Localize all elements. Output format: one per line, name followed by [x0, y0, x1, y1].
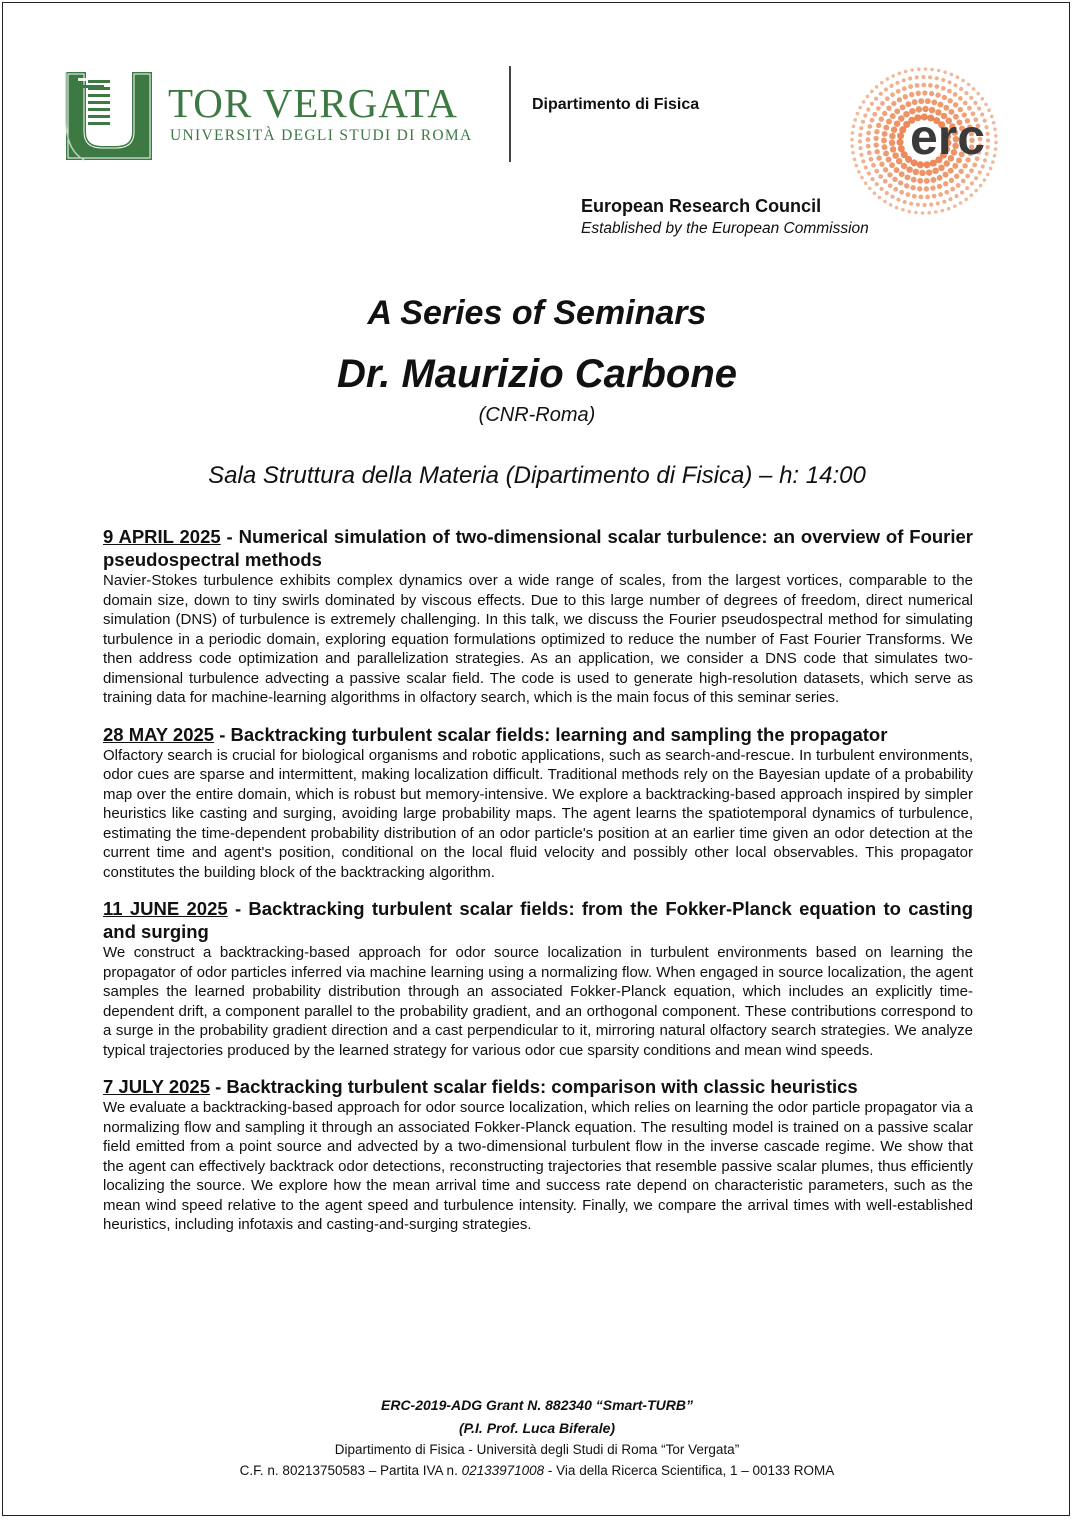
erc-logo-dot [886, 119, 892, 125]
erc-logo-dot [888, 183, 893, 188]
seminar-heading [103, 723, 973, 746]
erc-logo-dot [967, 83, 971, 87]
university-name: TOR VERGATA [168, 80, 458, 126]
erc-logo-dot [985, 152, 989, 156]
erc-logo-dot [963, 101, 968, 106]
erc-logo-dot [919, 195, 924, 200]
erc-logo-dot [961, 179, 966, 184]
erc-logo-dot [878, 174, 883, 179]
erc-logo-dot [885, 191, 889, 195]
erc-logo-dot [867, 171, 871, 175]
erc-logo-dot [897, 97, 902, 102]
erc-logo-dot [876, 155, 881, 160]
erc-logo-dot [987, 108, 991, 112]
erc-logo-dot [970, 181, 974, 185]
erc-logo-dot [867, 150, 872, 155]
erc-logo-dot [905, 174, 911, 180]
erc-logo-dot [873, 136, 878, 141]
seminar-item [103, 525, 973, 708]
footer-cf: C.F. n. 80213750583 – Partita IVA n. [239, 1463, 462, 1478]
erc-logo-dot [889, 140, 895, 146]
erc-logo-dot [858, 106, 862, 110]
erc-logo-dot [938, 102, 944, 108]
erc-logo-dot [956, 183, 961, 188]
erc-logo-dot [892, 177, 897, 182]
erc-logo-dot [917, 186, 922, 191]
erc-logo-dot [954, 174, 959, 179]
erc-logo-dot [936, 201, 940, 205]
erc-logo-dot [870, 177, 874, 181]
erc-logo-dot [954, 194, 958, 198]
erc-logo-dot [906, 192, 911, 197]
erc-logo-dot [921, 83, 926, 88]
erc-logo-dot [897, 132, 904, 139]
erc-logo-dot [883, 200, 887, 204]
erc-logo-dot [886, 77, 890, 81]
seminar-item [103, 723, 973, 883]
erc-logo-dot [886, 106, 891, 111]
series-title: A Series of Seminars [367, 294, 707, 332]
erc-logo-dot [874, 129, 879, 134]
erc-logo-dot [890, 195, 894, 199]
erc-logo-dot [904, 70, 908, 74]
erc-logo-dot [965, 174, 970, 179]
erc-logo-dot [881, 138, 887, 144]
erc-logo-dot [942, 95, 947, 100]
erc-logo-dot [866, 137, 871, 142]
erc-logo-dot [981, 97, 985, 101]
erc-logo-dot [908, 76, 912, 80]
erc-logo-dot [932, 168, 938, 174]
erc-logo-dot [874, 142, 879, 147]
erc-logo-dot [928, 75, 932, 79]
erc-logo-dot [870, 102, 874, 106]
footer-address [0, 1463, 1074, 1478]
erc-logo-dot [873, 191, 877, 195]
erc-logo-dot [938, 165, 944, 171]
erc-logo-dot [979, 184, 983, 188]
erc-logo-dot [905, 101, 911, 107]
erc-logo-dot [909, 92, 914, 97]
header-divider [509, 66, 511, 162]
department-name: Dipartimento di Fisica [532, 96, 700, 113]
erc-logo-dot [868, 124, 873, 129]
erc-logo-dot [953, 102, 958, 107]
erc-logo-dot [875, 182, 879, 186]
seminar-item [103, 1075, 973, 1235]
erc-council-name: European Research Council [581, 196, 822, 216]
erc-logo-dot [859, 126, 863, 130]
erc-logo-dot [903, 94, 908, 99]
seminar-heading [103, 897, 973, 943]
erc-logo-dot [903, 200, 907, 204]
erc-logo-dot [903, 111, 909, 117]
erc-logo-dot [961, 79, 965, 83]
erc-logo-dot [924, 67, 928, 71]
erc-logo-dot [876, 106, 881, 111]
erc-logo-dot [870, 118, 875, 123]
erc-logo-dot [930, 185, 935, 190]
erc-logo-dot [964, 198, 968, 202]
erc-logo-dot [856, 112, 860, 116]
erc-logo-dot [929, 91, 934, 96]
footer-vat: 02133971008 [461, 1463, 545, 1478]
erc-logo-dot [925, 98, 931, 104]
erc-logo-dot [915, 83, 920, 88]
erc-logo-dot [959, 201, 963, 205]
erc-logo-dot [883, 167, 888, 172]
erc-logo-dot [912, 99, 918, 105]
erc-logo-dot [896, 198, 900, 202]
seminar-title: - Backtracking turbulent scalar fields: learning and sampling the propagator [214, 723, 888, 745]
seminar-abstract: Olfactory search is crucial for biological organisms and robotic applications, such as search-and-rescue. In turbulent environments, odor cues are sparse and intermittent, making localization difficult. Traditional methods rely on the Bayesian update of a probability map over the entire domain, which is robust but memory-intensive. We explore a backtracking-based approach inspired by simpler heuristics like casting and surging, avoiding large probability maps. The agent learns the spatiotemporal dynamics of turbulence, estimating the time-dependent probability distribution of an odor particle's position at an earlier time given an odor detection at the current time and agent's position, conditional on the local fluid velocity and possibly other local observables. This propagator constitutes the building block of the backtracking algorithm. [103, 746, 973, 881]
erc-logo-dot [915, 75, 919, 79]
erc-logo-dot [880, 187, 884, 191]
erc-logo-dot [851, 151, 855, 155]
erc-logo-dot [898, 180, 903, 185]
erc-logo-icon [846, 66, 1002, 216]
erc-logo-dot [868, 187, 872, 191]
erc-logo-dot [908, 84, 913, 89]
erc-logo-dot [866, 144, 871, 149]
erc-logo-dot [959, 169, 964, 174]
erc-logo-dot [882, 111, 887, 116]
erc-logo-dot [941, 86, 946, 91]
erc-logo-dot [890, 113, 896, 119]
erc-logo-dot [889, 203, 893, 207]
erc-logo-dot [898, 115, 904, 121]
erc-logo-dot [993, 154, 997, 158]
erc-logo-dot [908, 210, 912, 214]
erc-logo-dot [986, 173, 990, 177]
erc-logo-dot [890, 92, 895, 97]
erc-logo-dot [864, 165, 868, 169]
erc-logo-dot [949, 178, 954, 183]
erc-logo-dot [889, 133, 895, 139]
erc-logo-dot [953, 92, 958, 97]
university-subtitle: UNIVERSITÀ DEGLI STUDI DI ROMA [170, 127, 473, 144]
erc-logo-dot [938, 192, 943, 197]
erc-logo-dot [994, 134, 998, 138]
erc-logo-dot [898, 145, 905, 152]
erc-logo-dot [879, 162, 884, 167]
seminar-date: 11 JUNE 2025 [103, 898, 228, 919]
erc-logo-dot [883, 151, 889, 157]
erc-logo-dot [875, 85, 879, 89]
erc-logo-dot [853, 158, 857, 162]
erc-logo-dot [869, 157, 874, 162]
erc-logo-dot [972, 87, 976, 91]
erc-logo-dot [970, 193, 974, 197]
footer-pi: (P.I. Prof. Luca Biferale) [458, 1420, 616, 1436]
erc-logo-dot [974, 189, 978, 193]
erc-logo-dot [901, 208, 905, 212]
seminar-abstract: We construct a backtracking-based approach for odor source localization in turbulent environments based on learning the propagator of odor particles inferred via machine learning using a normalizing flow. When engaged in source localization, the agent samples the learned probability distribution through an associated Fokker-Planck equation, which includes an explicitly time-dependent drift, a component parallel to the probability gradient, and an orthogonal component. These contributions correspond to a surge in the probability gradient direction and a cast perpendicular to it, mirroring natural olfactory search strategies. We analyze typical trajectories produced by the learned strategy for various odor cue sparsity conditions and mean wind speeds. [103, 944, 973, 1059]
erc-logo-dot [947, 89, 952, 94]
erc-logo-dot [872, 112, 877, 117]
erc-logo-dot [925, 195, 930, 200]
erc-logo-dot [942, 200, 946, 204]
erc-logo-dot [899, 190, 904, 195]
venue-time: Sala Struttura della Materia (Dipartimento di Fisica) – h: 14:00 [208, 462, 866, 489]
erc-logo-dot [930, 177, 936, 183]
erc-logo-dot [857, 170, 861, 174]
erc-logo-dot [861, 120, 865, 124]
erc-logo-dot [852, 125, 856, 129]
erc-logo-dot [882, 131, 888, 137]
erc-logo-dot [901, 163, 907, 169]
erc-logo-dot [882, 144, 888, 150]
erc-logo-dot [917, 67, 921, 71]
erc-logo-dot [876, 123, 881, 128]
erc-logo-dot [948, 98, 953, 103]
erc-logo-dot [943, 181, 948, 186]
seminar-abstract: Navier-Stokes turbulence exhibits complex dynamics over a wide range of scales, from the largest vortices, comparable to the domain size, down to tiny swirls dominated by viscous effects. Due to this large number of degrees of freedom, direct numerical simulation (DNS) of turbulence is extremely challenging. In this talk, we discuss the Fourier pseudospectral method for simulating turbulence in a periodic domain, exploring equation formulations optimized to reduce the number of Fast Fourier Transforms. We then address code optimization and parallelization strategies. As an application, we consider a DNS code that simulates two-dimensional turbulence advecting a passive scalar field. The code is used to generate high-resolution datasets, which serve as training data for machine-learning algorithms in olfactory search, which is the main focus of this seminar series. [103, 572, 973, 706]
erc-logo-dot [943, 172, 949, 178]
seminar-heading [103, 525, 973, 571]
erc-logo-dot [944, 190, 949, 195]
erc-logo-dot [860, 176, 864, 180]
svg-text:erc: erc [910, 109, 986, 165]
erc-logo-dot [889, 84, 893, 88]
erc-logo-dot [893, 187, 898, 192]
footer-institution: Dipartimento di Fisica - Università degli Studi di Roma “Tor Vergata” [334, 1442, 740, 1457]
erc-established: Established by the European Commission [581, 220, 869, 237]
erc-logo-dot [917, 178, 923, 184]
erc-logo-dot [896, 139, 903, 146]
erc-logo-dot [937, 69, 941, 73]
erc-logo-dot [994, 147, 998, 151]
erc-logo-dot [864, 181, 868, 185]
erc-logo-dot [892, 152, 898, 158]
erc-logo-dot [984, 103, 988, 107]
erc-logo-dot [895, 206, 899, 210]
erc-logo-dot [866, 107, 870, 111]
seminar-item [103, 897, 973, 1060]
erc-logo-dot [935, 92, 940, 97]
erc-logo-dot [931, 99, 937, 105]
seminar-list [103, 525, 973, 1250]
erc-logo-dot [880, 81, 884, 85]
erc-logo-dot [947, 207, 951, 211]
erc-logo-dot [924, 186, 929, 191]
erc-logo-dot [950, 187, 955, 192]
erc-logo-dot [921, 75, 925, 79]
erc-logo-dot [904, 183, 909, 188]
erc-logo-dot [910, 68, 914, 72]
speaker-affiliation: (CNR-Roma) [478, 404, 596, 426]
erc-logo-dot [878, 196, 882, 200]
seminar-abstract: We evaluate a backtracking-based approach for odor source localization, which relies on learning the odor particle propagator via a normalizing flow and sampling it through an associated Fokker-Planck equation. The resulting model is trained on a passive scalar field emitted from a point source and advected by a two-dimensional turbulent flow in the inverse cascade regime. We show that the agent can effectively backtrack odor detections, reconstructing trajectories that resemble passive scalar plumes, thus efficiently localizing the source. We explore how the mean arrival time and success rate depend on characteristic parameters, such as the mean wind speed relative to the agent speed and turbulence intensity. Finally, we compare the arrival times with well-established heuristics, including infotaxis and casting-and-surging strategies. [103, 1099, 973, 1233]
erc-logo-dot [983, 178, 987, 182]
erc-logo-dot [914, 211, 918, 215]
erc-logo-dot [853, 118, 857, 122]
erc-logo-dot [960, 190, 964, 194]
speaker-name: Dr. Maurizio Carbone [336, 352, 738, 396]
erc-logo-dot [906, 166, 912, 172]
erc-logo-dot [910, 185, 915, 190]
erc-logo-dot [941, 78, 945, 82]
erc-logo-dot [969, 168, 974, 173]
erc-logo-dot [993, 127, 997, 131]
erc-logo-dot [863, 113, 867, 117]
erc-logo-dot [896, 158, 902, 164]
erc-logo-dot [919, 170, 925, 176]
erc-logo-dot [911, 177, 917, 183]
footer-grant: ERC-2019-ADG Grant N. 882340 “Smart-TURB” [381, 1397, 693, 1413]
footer-street: - Via della Ricerca Scientifica, 1 – 00133 ROMA [544, 1463, 835, 1478]
erc-logo-dot [898, 72, 902, 76]
erc-logo-dot [958, 96, 963, 101]
erc-logo-dot [895, 81, 899, 85]
erc-logo-dot [858, 146, 862, 150]
erc-logo-dot [886, 157, 892, 163]
erc-logo-dot [959, 87, 963, 91]
erc-logo-dot [902, 78, 906, 82]
erc-logo-dot [870, 90, 874, 94]
erc-logo-dot [922, 90, 927, 95]
erc-logo-dot [891, 101, 896, 106]
erc-logo-dot [866, 95, 870, 99]
erc-logo-dot [855, 164, 859, 168]
erc-logo-dot [859, 153, 863, 157]
erc-logo-dot [894, 108, 900, 114]
erc-logo-dot [965, 186, 969, 190]
erc-logo-dot [851, 131, 855, 135]
erc-logo-dot [902, 86, 907, 91]
seminar-title: - Backtracking turbulent scalar fields: comparison with classic heuristics [209, 1076, 858, 1097]
erc-logo-dot [976, 92, 980, 96]
seminar-date: 7 JULY 2025 [103, 1076, 210, 1097]
erc-logo-dot [891, 126, 897, 132]
erc-logo-dot [964, 91, 968, 95]
erc-logo-dot [883, 179, 888, 184]
erc-logo-dot [978, 170, 982, 174]
erc-logo-dot [953, 204, 957, 208]
erc-logo-dot [879, 92, 883, 96]
erc-logo-dot [937, 175, 943, 181]
erc-logo-dot [950, 73, 954, 77]
erc-logo-dot [928, 83, 933, 88]
erc-logo-dot [930, 68, 934, 72]
tor-vergata-logo-icon [64, 70, 154, 162]
seminar-heading [103, 1075, 973, 1098]
erc-logo-dot [981, 164, 985, 168]
erc-logo-dot [935, 76, 939, 80]
erc-logo-dot [991, 160, 995, 164]
erc-logo-dot [934, 210, 938, 214]
erc-logo-dot [862, 100, 866, 104]
erc-logo-dot [990, 115, 994, 119]
erc-logo-dot [992, 121, 996, 125]
erc-logo-dot [909, 202, 913, 206]
erc-logo-dot [850, 138, 854, 142]
erc-logo-dot [943, 70, 947, 74]
erc-logo-dot [866, 131, 871, 136]
erc-logo-dot [916, 91, 921, 96]
erc-logo-dot [899, 171, 905, 177]
erc-logo-dot [858, 133, 862, 137]
erc-logo-dot [921, 211, 925, 215]
erc-logo-dot [889, 162, 895, 168]
erc-logo-dot [885, 96, 890, 101]
erc-logo-dot [850, 144, 854, 148]
erc-logo-dot [973, 101, 977, 105]
erc-logo-dot [916, 203, 920, 207]
erc-logo-dot [974, 176, 978, 180]
erc-logo-dot [861, 159, 865, 163]
erc-logo-dot [924, 178, 930, 184]
erc-logo-dot [890, 146, 896, 152]
erc-logo-dot [948, 168, 954, 174]
erc-logo-dot [887, 172, 892, 177]
erc-logo-dot [883, 125, 889, 131]
erc-logo-dot [927, 211, 931, 215]
erc-logo-dot [986, 138, 990, 142]
seminar-title: - Backtracking turbulent scalar fields: from the Fokker-Planck equation to casting and surging [103, 898, 973, 942]
erc-logo-dot [891, 74, 895, 78]
erc-logo-dot [947, 80, 951, 84]
erc-logo-dot [858, 139, 862, 143]
erc-logo-dot [953, 83, 957, 87]
erc-logo-dot [896, 89, 901, 94]
erc-logo-dot [941, 209, 945, 213]
erc-logo-dot [894, 167, 900, 173]
erc-logo-dot [994, 141, 998, 145]
erc-logo-dot [874, 169, 879, 174]
erc-logo-dot [912, 194, 917, 199]
erc-logo-dot [880, 101, 885, 106]
seminar-title: - Numerical simulation of two-dimensional scalar turbulence: an overview of Fourier pseudospectral methods [103, 526, 974, 570]
erc-logo-dot [884, 87, 888, 91]
erc-logo-dot [935, 84, 940, 89]
erc-logo-dot [900, 104, 906, 110]
erc-logo-dot [932, 194, 937, 199]
erc-logo-dot [926, 169, 932, 175]
erc-logo-dot [913, 169, 919, 175]
erc-logo-dot [879, 116, 884, 121]
erc-logo-dot [875, 149, 880, 154]
erc-logo-dot [956, 75, 960, 79]
erc-logo-dot [894, 120, 900, 126]
erc-logo-dot [922, 203, 926, 207]
erc-logo-dot [989, 167, 993, 171]
erc-logo-dot [948, 197, 952, 201]
erc-logo-dot [937, 184, 942, 189]
erc-logo-dot [874, 97, 878, 101]
seminar-date: 9 APRIL 2025 [103, 526, 221, 547]
seminar-date: 28 MAY 2025 [103, 723, 215, 745]
erc-logo-dot [929, 203, 933, 207]
erc-logo-dot [986, 145, 990, 149]
erc-logo-dot [986, 132, 990, 136]
erc-logo-dot [969, 96, 973, 100]
erc-logo-dot [871, 163, 876, 168]
erc-logo-dot [918, 98, 924, 104]
